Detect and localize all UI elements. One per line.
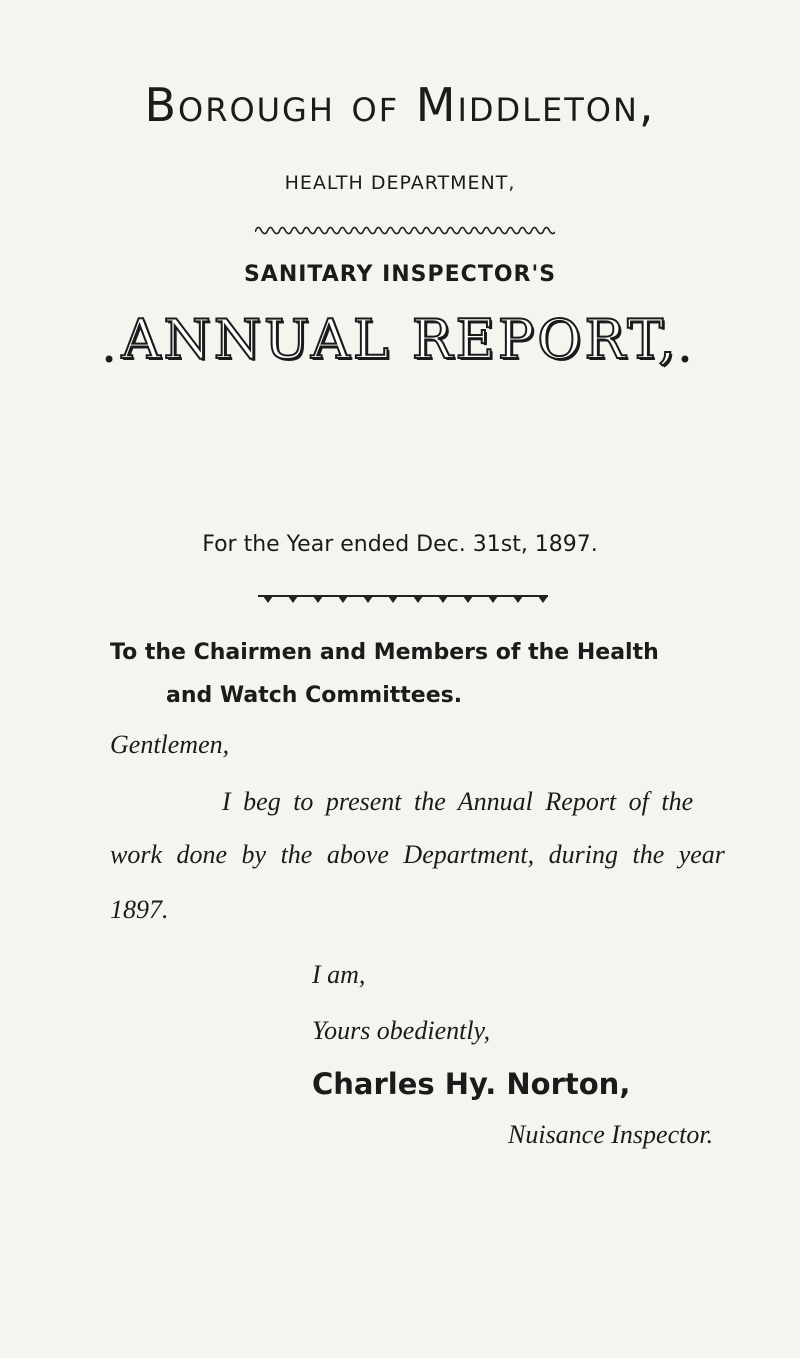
signature-name: Charles Hy. Norton, (312, 1067, 631, 1101)
report-title: ANNUAL REPORT, (121, 308, 679, 371)
body-line-1: I beg to present the Annual Report of the (222, 787, 694, 816)
body-line-2: work done by the above Department, during the year (110, 840, 725, 869)
wavy-divider (255, 220, 555, 240)
department-heading: HEALTH DEPARTMENT, (284, 172, 516, 194)
report-type-heading: SANITARY INSPECTOR'S (243, 262, 557, 287)
ornamental-rule (258, 592, 548, 606)
title-row (102, 308, 692, 388)
borough-heading: Borough of Middleton, (144, 78, 656, 132)
body-line-3: 1897. (110, 895, 169, 924)
closing-line-1: I am, (312, 960, 366, 989)
closing-line-2: Yours obediently, (312, 1016, 491, 1045)
title-dot-right: • (677, 346, 692, 374)
addressee-line-2: and Watch Committees. (166, 683, 463, 708)
salutation: Gentlemen, (110, 730, 230, 759)
report-period: For the Year ended Dec. 31st, 1897. (202, 532, 598, 557)
signatory-role: Nuisance Inspector. (508, 1120, 714, 1149)
addressee-line-1: To the Chairmen and Members of the Health (110, 640, 659, 665)
title-dot-left: • (102, 346, 117, 374)
